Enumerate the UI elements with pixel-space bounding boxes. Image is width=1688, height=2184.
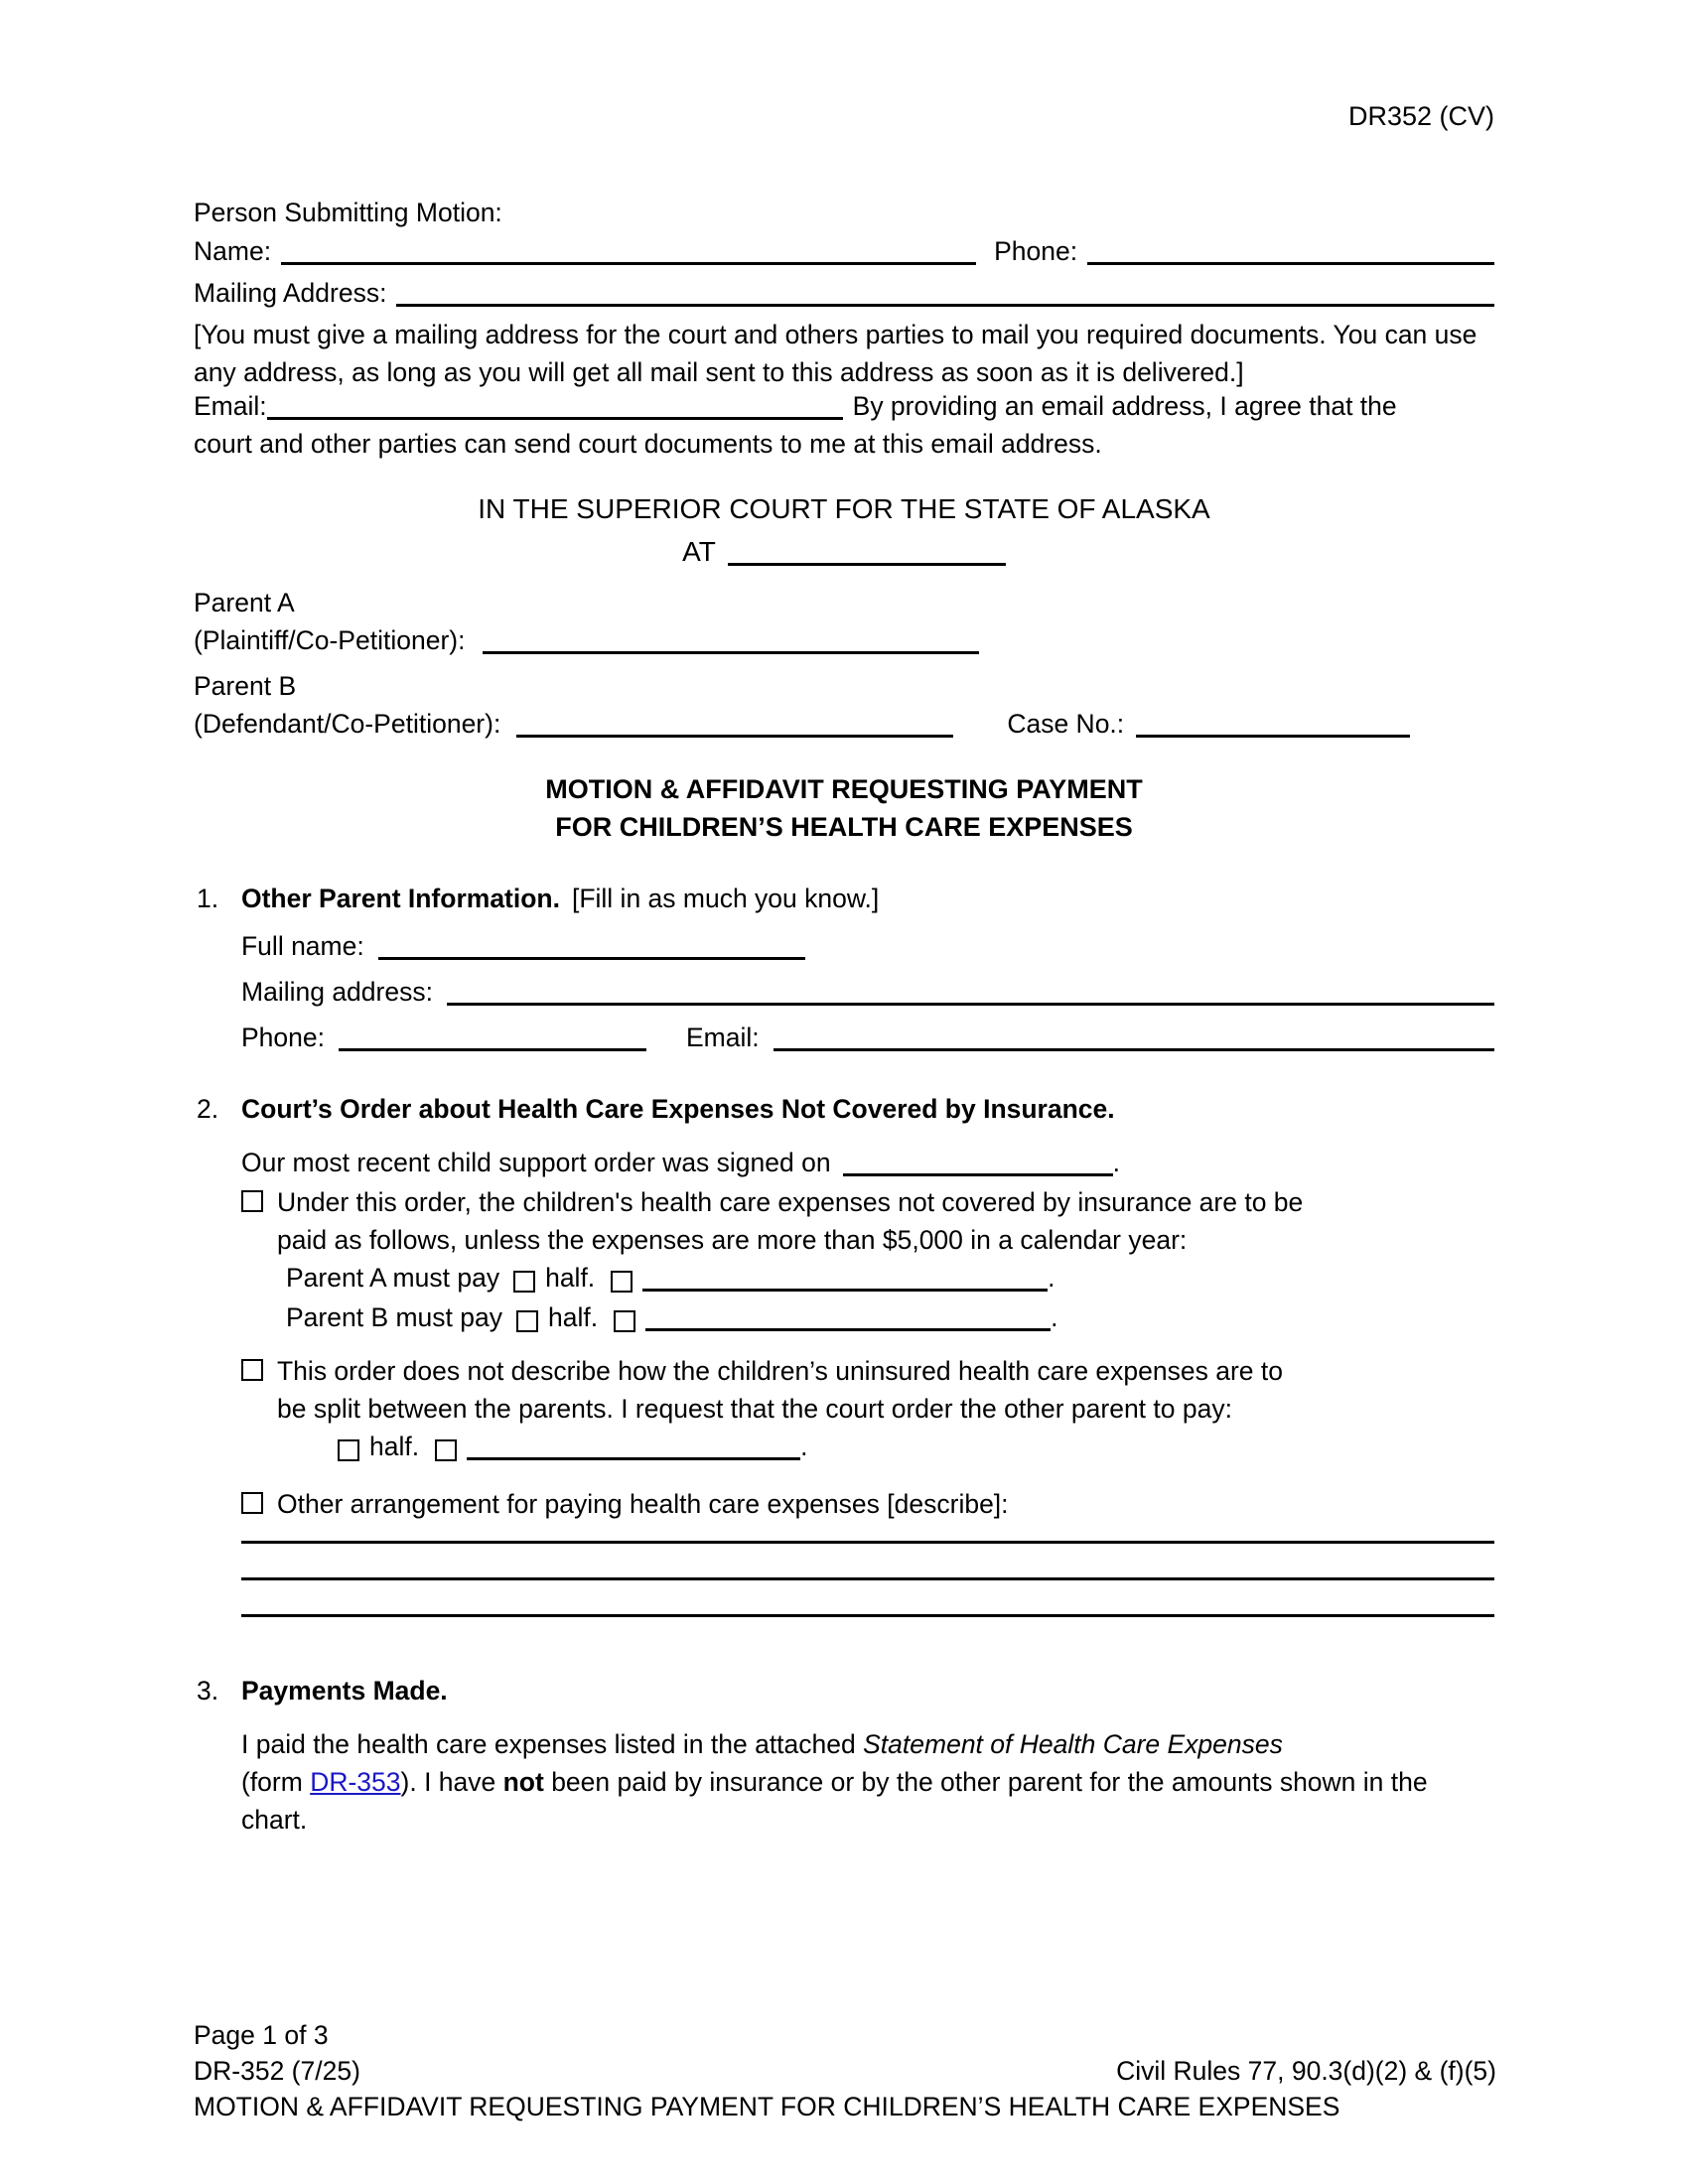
option-3-checkbox[interactable] <box>241 1492 263 1514</box>
phone-input-line[interactable] <box>1087 262 1494 265</box>
option-2-half-checkbox[interactable] <box>338 1439 359 1461</box>
parent-a-block <box>194 584 1494 659</box>
parent-b-block <box>194 667 1494 743</box>
section-2-heading: Court’s Order about Health Care Expenses Not Covered by Insurance. <box>241 1094 1115 1124</box>
option-1-text-line2: paid as follows, unless the expenses are more than $5,000 in a calendar year: <box>277 1225 1188 1255</box>
section-2-number: 2. <box>197 1094 219 1124</box>
court-title: IN THE SUPERIOR COURT FOR THE STATE OF ALASKA <box>478 493 1210 524</box>
option-1-row <box>241 1183 1494 1259</box>
other-parent-address-row <box>241 973 1494 1011</box>
option-2-other-input-line[interactable] <box>467 1457 800 1460</box>
description-line-2[interactable] <box>241 1577 1494 1580</box>
option-3-row <box>241 1485 1494 1523</box>
email-input-line[interactable] <box>267 417 843 420</box>
option-3-description-lines <box>241 1541 1494 1622</box>
order-signed-row <box>241 1144 1494 1181</box>
parent-b-other-input-line[interactable] <box>645 1328 1051 1331</box>
option-2-text-line1: This order does not describe how the children’s uninsured health care expenses are to <box>277 1356 1284 1386</box>
submitter-section <box>194 194 1494 312</box>
section-3-body-part-b: (form <box>241 1767 311 1797</box>
other-parent-fullname-input-line[interactable] <box>378 957 805 960</box>
submitter-heading: Person Submitting Motion: <box>194 198 502 227</box>
parent-b-half-label: half. <box>548 1302 599 1332</box>
email-label: Email: <box>194 391 267 421</box>
section-3-body-part-a: I paid the health care expenses listed in the attached <box>241 1729 864 1759</box>
parent-b-other-checkbox[interactable] <box>614 1310 635 1332</box>
other-parent-phone-input-line[interactable] <box>339 1048 646 1051</box>
option-2-block <box>241 1352 1494 1428</box>
parent-a-trailing-period: . <box>1048 1263 1055 1293</box>
parent-a-name-row <box>194 621 1494 659</box>
dr-353-link[interactable]: DR-353 <box>310 1767 401 1797</box>
court-location-row <box>0 533 1688 571</box>
parent-a-pay-label: Parent A must pay <box>286 1263 500 1293</box>
name-phone-row <box>194 232 1494 270</box>
order-signed-text: Our most recent child support order was signed on <box>241 1148 831 1177</box>
parent-a-name-input-line[interactable] <box>483 651 979 654</box>
option-2-checkbox[interactable] <box>241 1359 263 1381</box>
section-1-note: [Fill in as much you know.] <box>571 884 880 913</box>
mailing-address-row <box>194 274 1494 312</box>
other-parent-email-label: Email: <box>686 1023 760 1052</box>
at-label: AT <box>682 536 716 567</box>
description-line-1[interactable] <box>241 1541 1494 1544</box>
order-signed-date-input-line[interactable] <box>843 1173 1113 1176</box>
name-label: Name: <box>194 236 272 266</box>
section-3-form-name: Statement of Health Care Expenses <box>863 1729 1283 1759</box>
parent-a-pay-row <box>286 1259 1487 1297</box>
document-title <box>0 770 1688 846</box>
parent-b-trailing-period: . <box>1051 1302 1058 1332</box>
parent-a-half-checkbox[interactable] <box>513 1271 535 1293</box>
mailing-address-label: Mailing Address: <box>194 278 387 308</box>
option-2-half-label: half. <box>369 1432 420 1461</box>
parent-b-half-checkbox[interactable] <box>516 1310 538 1332</box>
option-2-text-line2: be split between the parents. I request that the court order the other parent to pay: <box>277 1394 1232 1424</box>
parent-a-label: Parent A <box>194 588 295 617</box>
parent-b-pay-label: Parent B must pay <box>286 1302 502 1332</box>
option-1-checkbox[interactable] <box>241 1190 263 1212</box>
order-signed-period: . <box>1112 1148 1120 1177</box>
parent-b-label: Parent B <box>194 671 297 701</box>
other-parent-address-input-line[interactable] <box>447 1003 1494 1006</box>
case-no-label: Case No.: <box>1007 709 1125 739</box>
email-row <box>194 387 1496 425</box>
mailing-address-input-line[interactable] <box>396 304 1494 307</box>
section-3-body-part-d: been paid by insurance or by the other parent for the amounts shown in the chart. <box>241 1767 1428 1835</box>
name-input-line[interactable] <box>281 262 976 265</box>
description-line-3[interactable] <box>241 1614 1494 1617</box>
section-1-heading: Other Parent Information. <box>241 884 560 913</box>
other-parent-address-label: Mailing address: <box>241 977 433 1007</box>
email-section <box>194 387 1496 463</box>
document-title-line2: FOR CHILDREN’S HEALTH CARE EXPENSES <box>555 812 1133 842</box>
parent-b-name-input-line[interactable] <box>516 735 953 738</box>
footer-civil-rules: Civil Rules 77, 90.3(d)(2) & (f)(5) <box>1116 2056 1496 2086</box>
option-1-text-line1: Under this order, the children's health care expenses not covered by insurance are to be <box>277 1187 1304 1217</box>
court-location-input-line[interactable] <box>728 563 1006 566</box>
other-parent-fullname-row <box>241 927 1494 965</box>
footer-form-revision: DR-352 (7/25) <box>194 2056 360 2086</box>
other-parent-email-input-line[interactable] <box>774 1048 1494 1051</box>
form-number: DR352 (CV) <box>1347 101 1494 131</box>
document-title-line1: MOTION & AFFIDAVIT REQUESTING PAYMENT <box>545 774 1143 804</box>
option-2-sub-row <box>338 1428 1489 1465</box>
other-parent-phone-label: Phone: <box>241 1023 325 1052</box>
section-3-heading: Payments Made. <box>241 1676 448 1706</box>
phone-label: Phone: <box>994 236 1078 266</box>
option-1-block <box>241 1183 1494 1259</box>
option-2-trailing-period: . <box>800 1432 808 1461</box>
mailing-address-instruction: [You must give a mailing address for the court and others parties to mail you required documents. You can use any address, as long as you will get all mail sent to this address as soon as it is delivered.] <box>194 320 1477 387</box>
footer-meta-row <box>194 2053 1496 2089</box>
option-2-row <box>241 1352 1494 1428</box>
section-1-number: 1. <box>197 884 219 913</box>
parent-b-pay-row <box>286 1298 1487 1336</box>
other-parent-phone-email-row <box>241 1019 1494 1056</box>
option-2-other-checkbox[interactable] <box>435 1439 457 1461</box>
section-3-number: 3. <box>197 1676 219 1706</box>
footer-page-number: Page 1 of 3 <box>194 2020 329 2050</box>
case-no-input-line[interactable] <box>1136 735 1410 738</box>
section-3-body-part-c: ). I have <box>400 1767 503 1797</box>
email-consent-note-part2: court and other parties can send court documents to me at this email address. <box>194 429 1102 459</box>
parent-b-name-row <box>194 705 1494 743</box>
option-3-text: Other arrangement for paying health care expenses [describe]: <box>277 1489 1009 1519</box>
section-3-body-not: not <box>502 1767 544 1797</box>
parent-b-role-label: (Defendant/Co-Petitioner): <box>194 709 501 739</box>
footer-document-title: MOTION & AFFIDAVIT REQUESTING PAYMENT FOR CHILDREN’S HEALTH CARE EXPENSES <box>194 2092 1340 2121</box>
parent-a-other-input-line[interactable] <box>642 1289 1048 1292</box>
parent-a-half-label: half. <box>545 1263 596 1293</box>
section-1-heading-row <box>241 880 879 917</box>
section-3-body <box>241 1725 1494 1839</box>
email-consent-note-part1: By providing an email address, I agree that the <box>852 391 1397 421</box>
other-parent-fullname-label: Full name: <box>241 931 364 961</box>
parent-a-other-checkbox[interactable] <box>611 1271 633 1293</box>
page-footer <box>194 2017 1496 2124</box>
parent-a-role-label: (Plaintiff/Co-Petitioner): <box>194 625 466 655</box>
